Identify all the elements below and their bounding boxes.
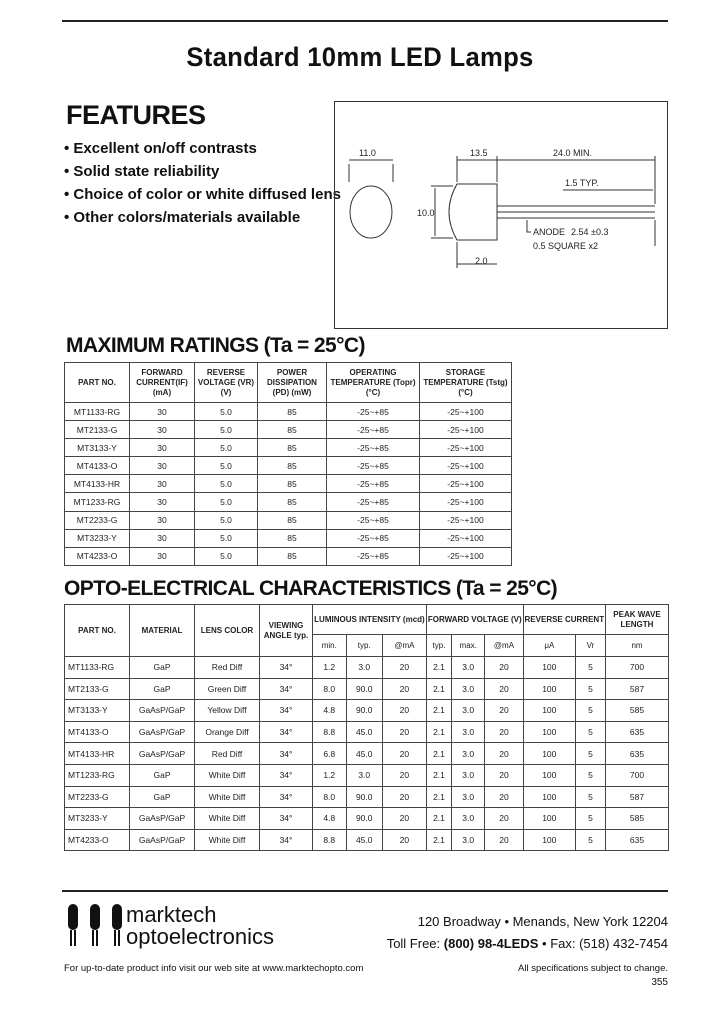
sub-header: @mA bbox=[382, 635, 426, 657]
table-cell: 3.0 bbox=[452, 808, 485, 830]
table-cell: 20 bbox=[382, 743, 426, 765]
dim-13-label: 13.5 bbox=[470, 148, 488, 158]
table-cell: White Diff bbox=[195, 786, 260, 808]
table-row bbox=[65, 403, 512, 421]
dim-15-label: 1.5 TYP. bbox=[565, 178, 599, 188]
table-cell: -25~+85 bbox=[327, 475, 420, 493]
table-cell: MT2233-G bbox=[65, 511, 130, 529]
contact-block bbox=[387, 911, 668, 955]
table-cell: GaAsP/GaP bbox=[130, 829, 195, 851]
table-row bbox=[65, 786, 669, 808]
table-cell: 2.1 bbox=[426, 829, 451, 851]
table-row bbox=[65, 457, 512, 475]
table-row bbox=[65, 493, 512, 511]
table-cell: 635 bbox=[606, 743, 669, 765]
table-cell: 2.1 bbox=[426, 808, 451, 830]
table-cell: -25~+85 bbox=[327, 493, 420, 511]
table-cell: 635 bbox=[606, 829, 669, 851]
table-cell: 5.0 bbox=[195, 403, 258, 421]
table-cell: 30 bbox=[130, 457, 195, 475]
table-cell: GaAsP/GaP bbox=[130, 808, 195, 830]
table-cell: 635 bbox=[606, 721, 669, 743]
dim-10-label: 10.0 bbox=[417, 208, 435, 218]
table-cell: 3.0 bbox=[452, 721, 485, 743]
table-cell: -25~+100 bbox=[420, 457, 512, 475]
col-header: FORWARD VOLTAGE (V) bbox=[426, 605, 523, 635]
table-cell: 700 bbox=[606, 657, 669, 679]
table-cell: 5 bbox=[575, 743, 605, 765]
table-cell: MT2133-G bbox=[65, 421, 130, 439]
table-cell: 3.0 bbox=[452, 657, 485, 679]
sub-header: nm bbox=[606, 635, 669, 657]
table-cell: 30 bbox=[130, 475, 195, 493]
table-cell: -25~+100 bbox=[420, 493, 512, 511]
table-cell: 700 bbox=[606, 764, 669, 786]
table-cell: 587 bbox=[606, 678, 669, 700]
page-number: 355 bbox=[651, 977, 668, 988]
col-header: PART NO. bbox=[65, 363, 130, 403]
table-row bbox=[65, 764, 669, 786]
table-cell: 85 bbox=[258, 547, 327, 565]
table-cell: MT1133-RG bbox=[65, 403, 130, 421]
table-cell: 4.8 bbox=[313, 700, 347, 722]
table-row bbox=[65, 829, 669, 851]
top-rule bbox=[62, 20, 668, 22]
table-row bbox=[65, 700, 669, 722]
table-cell: 30 bbox=[130, 511, 195, 529]
logo-line: optoelectronics bbox=[126, 924, 274, 949]
table-cell: 20 bbox=[382, 657, 426, 679]
col-header: REVERSE CURRENT bbox=[523, 605, 605, 635]
table-cell: 85 bbox=[258, 403, 327, 421]
table-cell: 20 bbox=[485, 786, 523, 808]
table-cell: GaAsP/GaP bbox=[130, 743, 195, 765]
table-cell: 585 bbox=[606, 700, 669, 722]
table-cell: 6.8 bbox=[313, 743, 347, 765]
table-cell: 8.8 bbox=[313, 721, 347, 743]
table-cell: 100 bbox=[523, 786, 575, 808]
table-cell: 34° bbox=[260, 764, 313, 786]
table-cell: MT4233-O bbox=[65, 547, 130, 565]
logo-line: marktech bbox=[126, 902, 217, 927]
table-cell: -25~+100 bbox=[420, 421, 512, 439]
table-cell: 85 bbox=[258, 439, 327, 457]
table-cell: -25~+85 bbox=[327, 403, 420, 421]
table-cell: 2.1 bbox=[426, 657, 451, 679]
footer-rule bbox=[62, 890, 668, 892]
dim-05-label: 0.5 SQUARE x2 bbox=[533, 241, 599, 251]
features-list bbox=[64, 137, 341, 229]
table-cell: 5 bbox=[575, 657, 605, 679]
feature-item: • Excellent on/off contrasts bbox=[64, 137, 341, 160]
table-cell: GaAsP/GaP bbox=[130, 721, 195, 743]
table-cell: 100 bbox=[523, 700, 575, 722]
table-cell: 20 bbox=[485, 764, 523, 786]
table-cell: 20 bbox=[485, 700, 523, 722]
table-cell: GaAsP/GaP bbox=[130, 700, 195, 722]
table-cell: MT2233-G bbox=[65, 786, 130, 808]
table-cell: 8.0 bbox=[313, 678, 347, 700]
table-cell: 90.0 bbox=[346, 700, 382, 722]
dim-254-label: 2.54 ±0.3 bbox=[571, 227, 609, 237]
table-cell: 85 bbox=[258, 475, 327, 493]
table-cell: 34° bbox=[260, 700, 313, 722]
table-cell: GaP bbox=[130, 678, 195, 700]
feature-item: • Other colors/materials available bbox=[64, 206, 341, 229]
page-title: Standard 10mm LED Lamps bbox=[186, 42, 534, 72]
table-cell: 85 bbox=[258, 457, 327, 475]
table-cell: 3.0 bbox=[452, 678, 485, 700]
feature-item: • Choice of color or white diffused lens bbox=[64, 183, 341, 206]
table-cell: 34° bbox=[260, 657, 313, 679]
sub-header: max. bbox=[452, 635, 485, 657]
led-logo-icon bbox=[88, 904, 102, 946]
max-ratings-table bbox=[64, 362, 512, 566]
table-cell: -25~+100 bbox=[420, 511, 512, 529]
sub-header: @mA bbox=[485, 635, 523, 657]
table-cell: 5 bbox=[575, 721, 605, 743]
table-row bbox=[65, 439, 512, 457]
col-header: FORWARD CURRENT(IF) (mA) bbox=[130, 363, 195, 403]
feature-item: • Solid state reliability bbox=[64, 160, 341, 183]
sub-header: μA bbox=[523, 635, 575, 657]
dimension-drawing bbox=[334, 101, 668, 329]
table-cell: 20 bbox=[382, 721, 426, 743]
table-cell: -25~+85 bbox=[327, 511, 420, 529]
table-cell: 34° bbox=[260, 808, 313, 830]
table-cell: -25~+100 bbox=[420, 547, 512, 565]
dim-2-label: 2.0 bbox=[475, 256, 488, 266]
led-outline-drawing bbox=[335, 102, 666, 327]
table-cell: 5.0 bbox=[195, 547, 258, 565]
table-cell: 3.0 bbox=[452, 786, 485, 808]
table-cell: White Diff bbox=[195, 829, 260, 851]
table-row bbox=[65, 421, 512, 439]
table-cell: 20 bbox=[485, 808, 523, 830]
table-cell: Orange Diff bbox=[195, 721, 260, 743]
address: 120 Broadway • Menands, New York 12204 bbox=[417, 914, 668, 929]
table-row bbox=[65, 743, 669, 765]
table-cell: 2.1 bbox=[426, 700, 451, 722]
table-cell: 34° bbox=[260, 786, 313, 808]
table-cell: 3.0 bbox=[346, 657, 382, 679]
table-cell: 5.0 bbox=[195, 511, 258, 529]
toll-number: (800) 98-4LEDS bbox=[443, 936, 539, 951]
sub-header: Vr bbox=[575, 635, 605, 657]
table-cell: 90.0 bbox=[346, 678, 382, 700]
table-cell: 34° bbox=[260, 743, 313, 765]
toll-label: Toll Free: bbox=[386, 936, 444, 951]
table-cell: -25~+85 bbox=[327, 547, 420, 565]
table-cell: -25~+100 bbox=[420, 475, 512, 493]
table-cell: MT4133-O bbox=[65, 457, 130, 475]
table-cell: 8.8 bbox=[313, 829, 347, 851]
company-logo-text bbox=[126, 904, 274, 948]
table-cell: 2.1 bbox=[426, 786, 451, 808]
table-cell: 20 bbox=[485, 743, 523, 765]
anode-label: ANODE bbox=[533, 227, 566, 237]
col-header: VIEWING ANGLE typ. bbox=[260, 605, 313, 657]
table-cell: 30 bbox=[130, 421, 195, 439]
table-cell: 45.0 bbox=[346, 829, 382, 851]
table-cell: MT4133-HR bbox=[65, 475, 130, 493]
table-cell: 85 bbox=[258, 529, 327, 547]
table-cell: -25~+85 bbox=[327, 421, 420, 439]
table-cell: Yellow Diff bbox=[195, 700, 260, 722]
table-cell: 5.0 bbox=[195, 475, 258, 493]
table-cell: GaP bbox=[130, 764, 195, 786]
table-cell: 30 bbox=[130, 529, 195, 547]
table-cell: Green Diff bbox=[195, 678, 260, 700]
table-cell: Red Diff bbox=[195, 657, 260, 679]
table-cell: -25~+100 bbox=[420, 439, 512, 457]
table-cell: GaP bbox=[130, 657, 195, 679]
sub-header: typ. bbox=[346, 635, 382, 657]
table-cell: 3.0 bbox=[452, 829, 485, 851]
table-row bbox=[65, 547, 512, 565]
table-cell: 5 bbox=[575, 764, 605, 786]
table-cell: 3.0 bbox=[452, 743, 485, 765]
table-cell: 85 bbox=[258, 511, 327, 529]
table-cell: MT3233-Y bbox=[65, 529, 130, 547]
table-cell: MT1233-RG bbox=[65, 493, 130, 511]
table-cell: -25~+85 bbox=[327, 457, 420, 475]
table-cell: 34° bbox=[260, 721, 313, 743]
table-cell: 5.0 bbox=[195, 493, 258, 511]
table-cell: 5 bbox=[575, 829, 605, 851]
dim-24-label: 24.0 MIN. bbox=[553, 148, 593, 158]
table-cell: MT3233-Y bbox=[65, 808, 130, 830]
table-cell: 5.0 bbox=[195, 439, 258, 457]
table-cell: 100 bbox=[523, 678, 575, 700]
table-cell: -25~+85 bbox=[327, 529, 420, 547]
col-header: OPERATING TEMPERATURE (Topr) (°C) bbox=[327, 363, 420, 403]
table-cell: 100 bbox=[523, 657, 575, 679]
col-header: LENS COLOR bbox=[195, 605, 260, 657]
opto-heading: OPTO-ELECTRICAL CHARACTERISTICS (Ta = 25°C) bbox=[64, 577, 558, 600]
table-cell: MT4133-O bbox=[65, 721, 130, 743]
table-row bbox=[65, 808, 669, 830]
table-cell: -25~+100 bbox=[420, 403, 512, 421]
table-row bbox=[65, 529, 512, 547]
sub-header: typ. bbox=[426, 635, 451, 657]
table-cell: MT4133-HR bbox=[65, 743, 130, 765]
led-logo-icon bbox=[110, 904, 124, 946]
table-cell: 20 bbox=[382, 829, 426, 851]
phone-line bbox=[387, 933, 668, 955]
dim-11-label: 11.0 bbox=[359, 148, 376, 158]
table-cell: 30 bbox=[130, 493, 195, 511]
table-cell: 1.2 bbox=[313, 657, 347, 679]
table-cell: 2.1 bbox=[426, 764, 451, 786]
table-cell: 585 bbox=[606, 808, 669, 830]
table-row bbox=[65, 678, 669, 700]
table-cell: 5.0 bbox=[195, 457, 258, 475]
table-cell: 20 bbox=[382, 786, 426, 808]
table-cell: 34° bbox=[260, 678, 313, 700]
table-cell: 30 bbox=[130, 403, 195, 421]
table-cell: -25~+100 bbox=[420, 529, 512, 547]
table-row bbox=[65, 721, 669, 743]
col-header: REVERSE VOLTAGE (VR) (V) bbox=[195, 363, 258, 403]
col-header: POWER DISSIPATION (PD) (mW) bbox=[258, 363, 327, 403]
table-cell: White Diff bbox=[195, 764, 260, 786]
max-ratings-heading: MAXIMUM RATINGS (Ta = 25°C) bbox=[66, 334, 365, 357]
table-cell: 20 bbox=[485, 721, 523, 743]
table-cell: 100 bbox=[523, 764, 575, 786]
table-cell: 45.0 bbox=[346, 743, 382, 765]
table-cell: 5 bbox=[575, 786, 605, 808]
spec-note: All specifications subject to change. bbox=[518, 963, 668, 974]
table-cell: 20 bbox=[485, 678, 523, 700]
fax-number: • Fax: (518) 432-7454 bbox=[538, 936, 668, 951]
table-cell: Red Diff bbox=[195, 743, 260, 765]
table-cell: MT3133-Y bbox=[65, 700, 130, 722]
table-cell: 20 bbox=[382, 764, 426, 786]
col-header: STORAGE TEMPERATURE (Tstg) (°C) bbox=[420, 363, 512, 403]
table-cell: 20 bbox=[485, 657, 523, 679]
col-header: MATERIAL bbox=[130, 605, 195, 657]
sub-header: min. bbox=[313, 635, 347, 657]
table-cell: 100 bbox=[523, 721, 575, 743]
table-cell: 5 bbox=[575, 700, 605, 722]
table-cell: 90.0 bbox=[346, 786, 382, 808]
table-cell: 45.0 bbox=[346, 721, 382, 743]
table-cell: 5 bbox=[575, 678, 605, 700]
table-cell: White Diff bbox=[195, 808, 260, 830]
table-cell: GaP bbox=[130, 786, 195, 808]
table-cell: 2.1 bbox=[426, 721, 451, 743]
table-cell: 30 bbox=[130, 547, 195, 565]
col-header: PEAK WAVE LENGTH bbox=[606, 605, 669, 635]
web-note: For up-to-date product info visit our web site at www.marktechopto.com bbox=[64, 963, 364, 974]
table-cell: 34° bbox=[260, 829, 313, 851]
table-cell: 20 bbox=[485, 829, 523, 851]
opto-table bbox=[64, 604, 669, 851]
led-logo-icon bbox=[66, 904, 80, 946]
table-cell: 100 bbox=[523, 808, 575, 830]
table-cell: 2.1 bbox=[426, 743, 451, 765]
table-cell: 90.0 bbox=[346, 808, 382, 830]
features-heading: FEATURES bbox=[66, 100, 206, 130]
col-header: PART NO. bbox=[65, 605, 130, 657]
table-cell: 587 bbox=[606, 786, 669, 808]
table-cell: MT3133-Y bbox=[65, 439, 130, 457]
table-cell: 5.0 bbox=[195, 529, 258, 547]
table-cell: 5 bbox=[575, 808, 605, 830]
table-cell: 85 bbox=[258, 421, 327, 439]
table-row bbox=[65, 511, 512, 529]
table-cell: 85 bbox=[258, 493, 327, 511]
table-cell: 4.8 bbox=[313, 808, 347, 830]
table-cell: 3.0 bbox=[452, 764, 485, 786]
table-cell: MT1233-RG bbox=[65, 764, 130, 786]
table-cell: 100 bbox=[523, 743, 575, 765]
table-cell: 30 bbox=[130, 439, 195, 457]
table-cell: 20 bbox=[382, 700, 426, 722]
table-cell: 5.0 bbox=[195, 421, 258, 439]
table-row bbox=[65, 657, 669, 679]
table-row bbox=[65, 475, 512, 493]
table-cell: MT2133-G bbox=[65, 678, 130, 700]
table-cell: 20 bbox=[382, 678, 426, 700]
table-cell: -25~+85 bbox=[327, 439, 420, 457]
table-cell: 20 bbox=[382, 808, 426, 830]
table-cell: 3.0 bbox=[346, 764, 382, 786]
table-cell: 3.0 bbox=[452, 700, 485, 722]
table-cell: MT1133-RG bbox=[65, 657, 130, 679]
col-header: LUMINOUS INTENSITY (mcd) bbox=[313, 605, 427, 635]
table-cell: 1.2 bbox=[313, 764, 347, 786]
table-cell: 100 bbox=[523, 829, 575, 851]
table-cell: 2.1 bbox=[426, 678, 451, 700]
table-cell: 8.0 bbox=[313, 786, 347, 808]
table-cell: MT4233-O bbox=[65, 829, 130, 851]
